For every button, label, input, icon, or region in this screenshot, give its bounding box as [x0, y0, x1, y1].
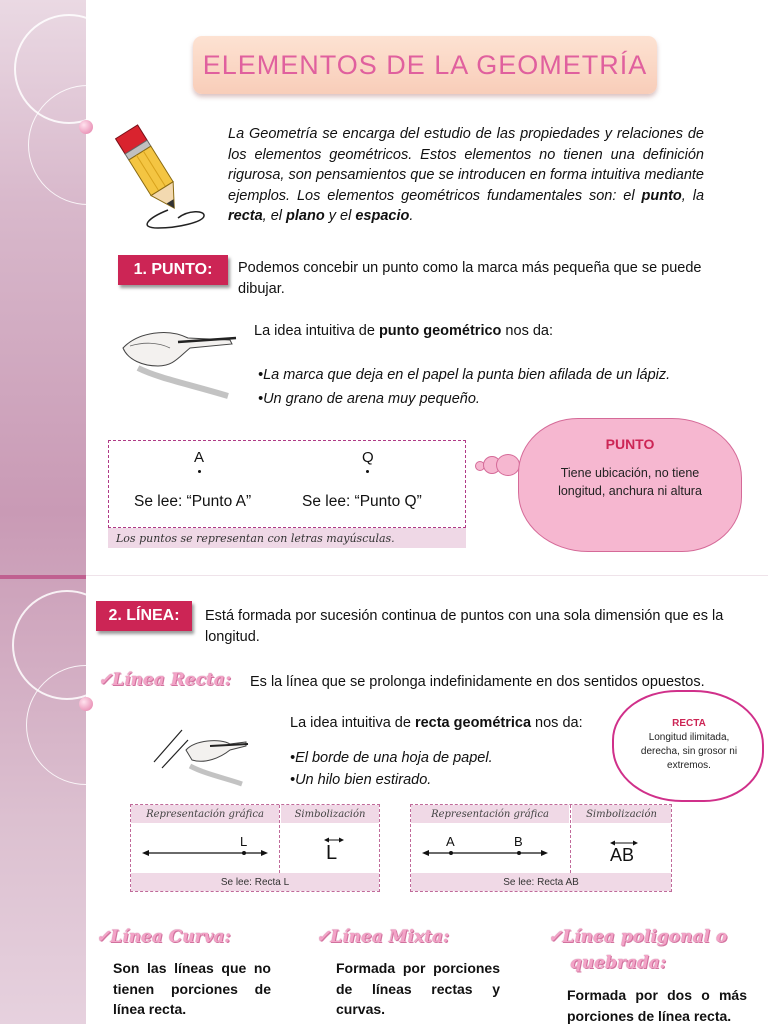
linea-poligonal-title: ✓Línea poligonal o: [548, 927, 728, 947]
diagram2-point-a: A: [446, 834, 455, 849]
recta-example-2: •Un hilo bien estirado.: [290, 772, 432, 788]
decorative-bead: [79, 697, 93, 711]
recta-cloud-content: [628, 718, 750, 773]
intro-paragraph: La Geometría se encarga del estudio de las propiedades y relaciones de los elementos geométricos. Estos elementos no tienen una definición rigurosa, son pensamientos que se introducen en forma intuitiva mediante ejemplos. Los elementos geométricos fundamentales son: el punto, la recta, el plano y el espacio.: [228, 126, 705, 224]
diagram2-line: [420, 845, 550, 861]
linea-mixta-title: ✓Línea Mixta:: [316, 927, 450, 947]
recta-idea: La idea intuitiva de recta geométrica nos da:: [290, 715, 583, 731]
punto-caption: Los puntos se representan con letras mayúsculas.: [108, 528, 466, 548]
pencil-icon: [108, 118, 208, 236]
diagram1-head-symbol: Simbolización: [281, 805, 379, 823]
decorative-band: [0, 575, 86, 579]
punto-idea: La idea intuitiva de punto geométrico nos da:: [254, 323, 553, 339]
punto-cloud-content: [530, 436, 730, 500]
linea-poligonal-text: Formada por dos o más porciones de línea recta.: [567, 987, 747, 1024]
hand-drawing-icon: [118, 318, 238, 400]
diagram1-symbol: L: [326, 842, 338, 864]
section-label-linea: 2. LÍNEA:: [96, 601, 192, 631]
page-title: ELEMENTOS DE LA GEOMETRÍA: [193, 36, 657, 94]
read-point-q: Se lee: “Punto Q”: [302, 493, 422, 510]
section-label-punto: 1. PUNTO:: [118, 255, 228, 285]
linea-recta-definition: Es la línea que se prolonga indefinidamente en dos sentidos opuestos.: [250, 674, 705, 690]
linea-poligonal-title-2: quebrada:: [570, 953, 667, 973]
read-point-a: Se lee: “Punto A”: [134, 493, 252, 510]
cloud-bubble: [496, 454, 520, 476]
punto-definition: Podemos concebir un punto como la marca más pequeña que se puede dibujar.: [238, 260, 702, 297]
diagram2-head-graph: Representación gráfica: [411, 805, 569, 823]
recta-cloud-text: Longitud ilimitada, derecha, sin grosor ni extremos.: [640, 732, 738, 771]
diagram1-line: [140, 845, 270, 861]
diagram2-read: Se lee: Recta AB: [411, 873, 671, 891]
linea-definition: Está formada por sucesión continua de puntos con una sola dimensión que es la longitud.: [205, 608, 724, 645]
diagram1-divider: [279, 805, 280, 873]
punto-example-1: •La marca que deja en el papel la punta bien afilada de un lápiz.: [258, 367, 671, 383]
diagram2-symbol: AB: [610, 845, 635, 865]
diagram1-head-graph: Representación gráfica: [131, 805, 279, 823]
diagram1-point-label: L: [240, 834, 248, 849]
diagram1-read: Se lee: Recta L: [131, 873, 379, 891]
diagram2-head-symbol: Simbolización: [572, 805, 671, 823]
hand-ruler-icon: [150, 720, 250, 788]
punto-cloud-title: PUNTO: [605, 436, 655, 452]
punto-example-box: [108, 440, 466, 528]
point-a-dot: [198, 470, 201, 473]
linea-curva-text: Son las líneas que no tienen porciones de línea recta.: [113, 960, 271, 1017]
linea-recta-title: ✓Línea Recta:: [98, 670, 232, 690]
decorative-bead: [79, 120, 93, 134]
linea-curva-title: ✓Línea Curva:: [96, 927, 231, 947]
decorative-sidebar: [0, 0, 86, 1024]
point-label-a: A: [194, 449, 205, 466]
punto-cloud-text: Tiene ubicación, no tiene longitud, anchura ni altura: [558, 466, 702, 498]
punto-example-2: •Un grano de arena muy pequeño.: [258, 391, 480, 407]
recta-cloud-title: RECTA: [672, 718, 706, 729]
point-label-q: Q: [362, 449, 374, 466]
diagram2-divider: [570, 805, 571, 873]
diagram2-point-b: B: [514, 834, 523, 849]
linea-mixta-text: Formada por porciones de líneas rectas y curvas.: [336, 960, 500, 1017]
section-divider: [86, 575, 768, 576]
recta-example-1: •El borde de una hoja de papel.: [290, 750, 493, 766]
point-q-dot: [366, 470, 369, 473]
